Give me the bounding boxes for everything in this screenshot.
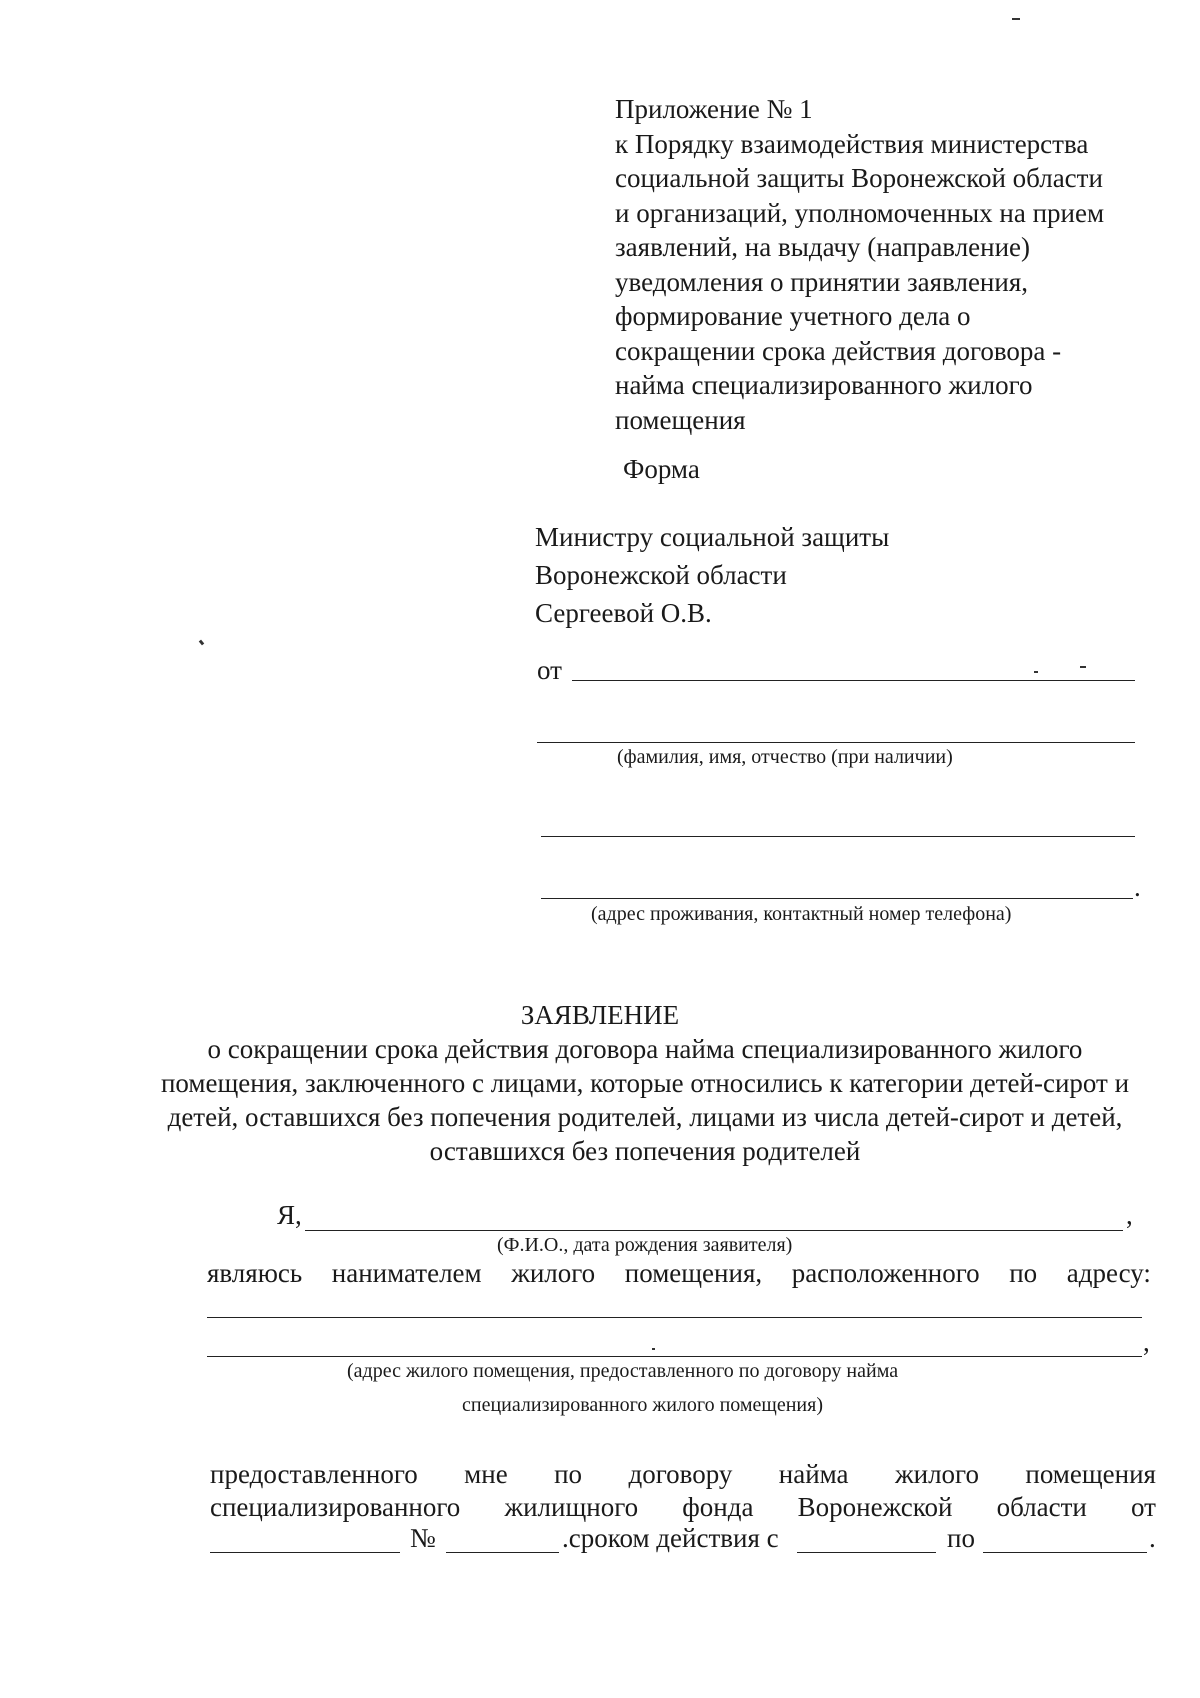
scan-speck [1012, 18, 1020, 20]
word: жилищного [504, 1492, 639, 1522]
applicant-name-line-1[interactable] [572, 680, 1135, 681]
addressee-line: Министру социальной защиты [535, 522, 890, 552]
word: предоставленного [210, 1459, 418, 1489]
dwelling-address-end-comma: , [1143, 1327, 1150, 1357]
appendix-line: и организаций, уполномоченных на прием [615, 197, 1105, 228]
word: расположенного [791, 1258, 980, 1288]
i-label: Я, [277, 1200, 302, 1230]
scan-speck [652, 1348, 655, 1350]
applicant-address-note: (адрес проживания, контактный номер телефона) [591, 903, 1012, 925]
provided-sentence-line-1 [210, 1459, 1156, 1490]
from-label: от [537, 655, 562, 685]
statement-title: ЗАЯВЛЕНИЕ [520, 1000, 680, 1030]
appendix-block [615, 92, 1104, 437]
to-label: по [947, 1523, 975, 1553]
contract-number-line[interactable] [446, 1552, 559, 1553]
dwelling-address-note-1: (адрес жилого помещения, предоставленного по договору найма [347, 1360, 899, 1382]
word: найма [778, 1459, 849, 1489]
appendix-line: помещения [615, 404, 746, 435]
appendix-line: к Порядку взаимодействия министерства [615, 128, 1089, 159]
fio-end-comma: , [1126, 1200, 1133, 1230]
word: от [1131, 1492, 1156, 1522]
address-end-dot: . [1134, 872, 1141, 902]
word: по [554, 1459, 583, 1489]
scan-speck [1080, 666, 1086, 668]
addressee-block [535, 518, 889, 632]
word: области [996, 1492, 1087, 1522]
statement-subtitle: о сокращении срока действия договора найма специализированного жилого помещения, заключенного с лицами, которые относились к категории детей-сирот и детей, оставшихся без попечения родителей, лицами из числа детей-сирот и детей, оставшихся без попечения родителей [160, 1034, 1130, 1166]
word: являюсь [207, 1258, 303, 1288]
appendix-line: формирование учетного дела о [615, 301, 971, 331]
fio-note: (Ф.И.О., дата рождения заявителя) [497, 1234, 793, 1256]
word: помещения, [624, 1258, 763, 1288]
scan-speck [1034, 671, 1038, 673]
applicant-address-line-2[interactable] [541, 898, 1133, 899]
applicant-name-note: (фамилия, имя, отчество (при наличии) [617, 746, 953, 768]
word: нанимателем [331, 1258, 482, 1288]
appendix-line: Приложение № 1 [615, 94, 813, 124]
word: специализированного [210, 1492, 461, 1522]
number-label: № [410, 1523, 436, 1553]
appendix-line: сокращении срока действия договора - [615, 335, 1062, 366]
term-end-line[interactable] [983, 1552, 1147, 1553]
word: по [1009, 1258, 1038, 1288]
word: адресу: [1066, 1258, 1151, 1288]
renter-sentence [207, 1258, 1151, 1289]
applicant-fio-line[interactable] [305, 1230, 1123, 1231]
word: фонда [682, 1492, 754, 1522]
appendix-line: найма специализированного жилого [615, 370, 1033, 400]
contract-date-line[interactable] [210, 1552, 400, 1553]
appendix-line: социальной защиты Воронежской области [615, 163, 1103, 193]
addressee-line: Сергеевой О.В. [535, 598, 712, 628]
provided-sentence-line-2 [210, 1492, 1156, 1523]
appendix-line: уведомления о принятии заявления, [615, 266, 1029, 297]
dwelling-address-line-2[interactable] [207, 1356, 1142, 1357]
dwelling-address-note-2: специализированного жилого помещения) [462, 1394, 823, 1416]
form-label: Форма [623, 454, 700, 484]
word: жилого [894, 1459, 979, 1489]
addressee-line: Воронежской области [535, 560, 787, 590]
final-end-dot: . [1149, 1523, 1156, 1553]
word: помещения [1025, 1459, 1156, 1489]
scan-speck [199, 640, 205, 646]
word: Воронежской [797, 1492, 953, 1522]
term-label: .сроком действия с [562, 1523, 779, 1553]
dwelling-address-line-1[interactable] [207, 1317, 1142, 1318]
word: жилого [511, 1258, 596, 1288]
word: договору [628, 1459, 733, 1489]
applicant-name-line-2[interactable] [537, 742, 1135, 743]
applicant-address-line-1[interactable] [541, 836, 1135, 837]
appendix-line: заявлений, на выдачу (направление) [615, 232, 1031, 262]
word: мне [464, 1459, 508, 1489]
term-start-line[interactable] [797, 1552, 936, 1553]
